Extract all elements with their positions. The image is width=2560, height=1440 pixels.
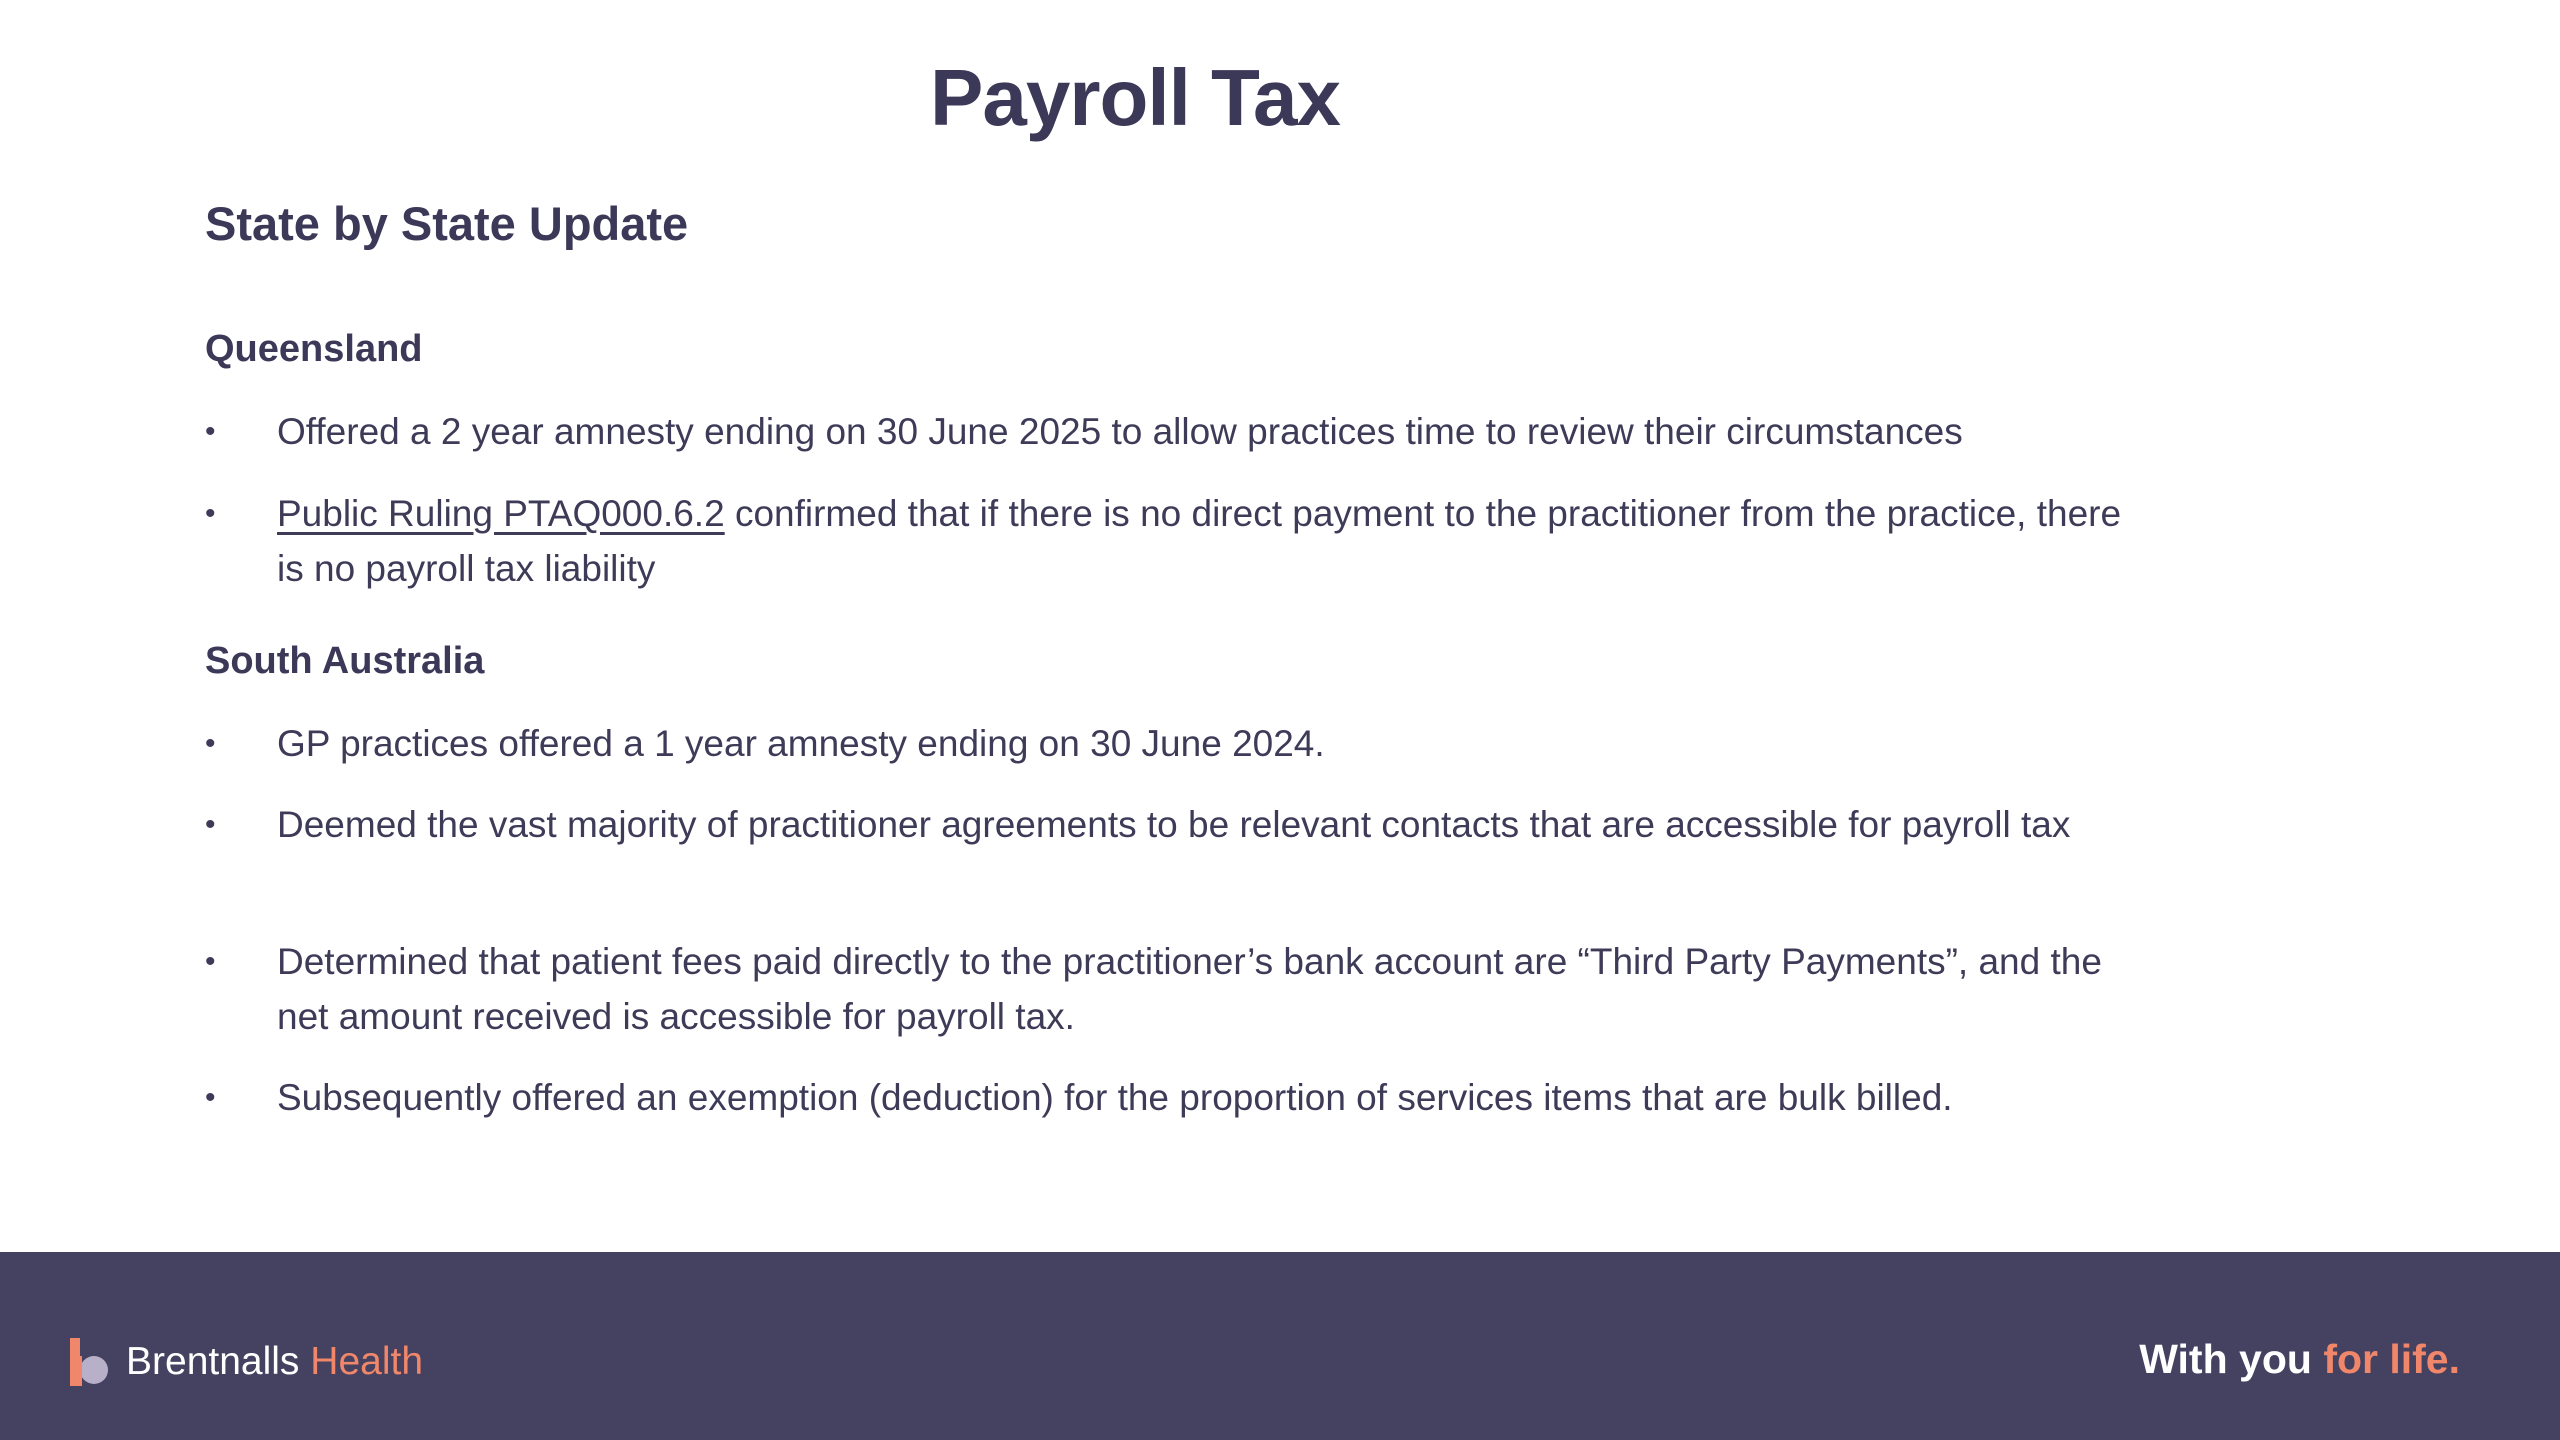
brand-logo-icon [70, 1338, 110, 1386]
bullet-text: Subsequently offered an exemption (deduction) for the proportion of services items that are bulk billed. [277, 1077, 1953, 1118]
bullet-item [205, 486, 2155, 596]
bullet-text [277, 486, 2155, 596]
bullet-icon: • [205, 415, 216, 448]
bullet-icon: • [205, 497, 216, 530]
tagline-accent: for life. [2323, 1336, 2460, 1382]
section-heading-south-australia: South Australia [205, 640, 485, 682]
tagline-main: With you [2139, 1336, 2324, 1382]
bullet-item [205, 1070, 2155, 1125]
brand-name-accent: Health [299, 1340, 424, 1383]
bullet-item [205, 934, 2155, 1044]
bullet-text-rest: confirmed that if there is no direct payment to the practitioner from the practice, there is no payroll tax liability [277, 493, 2122, 589]
bullet-text: Offered a 2 year amnesty ending on 30 June 2025 to allow practices time to review their circumstances [277, 411, 1963, 452]
public-ruling-link[interactable]: Public Ruling PTAQ000.6.2 [277, 493, 725, 534]
footer-bar [0, 1252, 2560, 1440]
bullet-item [205, 404, 2155, 459]
bullet-text: GP practices offered a 1 year amnesty ending on 30 June 2024. [277, 723, 1325, 764]
slide-title: Payroll Tax [930, 53, 1340, 142]
brand-name-main: Brentnalls [126, 1340, 300, 1383]
bullet-item [205, 716, 2155, 771]
bullet-icon: • [205, 1081, 216, 1114]
bullet-text: Determined that patient fees paid directly to the practitioner’s bank account are “Third Party Payments”, and the net amount received is accessible for payroll tax. [277, 941, 2102, 1037]
bullet-item [205, 797, 2155, 852]
slide-subtitle: State by State Update [205, 197, 689, 250]
section-heading-queensland: Queensland [205, 328, 423, 370]
brand-name [126, 1340, 423, 1384]
bullet-icon: • [205, 945, 216, 978]
bullet-icon: • [205, 727, 216, 760]
brand-logo [70, 1332, 423, 1392]
tagline [2139, 1336, 2460, 1383]
bullet-icon: • [205, 808, 216, 841]
bullet-text: Deemed the vast majority of practitioner agreements to be relevant contacts that are accessible for payroll tax [277, 804, 2071, 845]
